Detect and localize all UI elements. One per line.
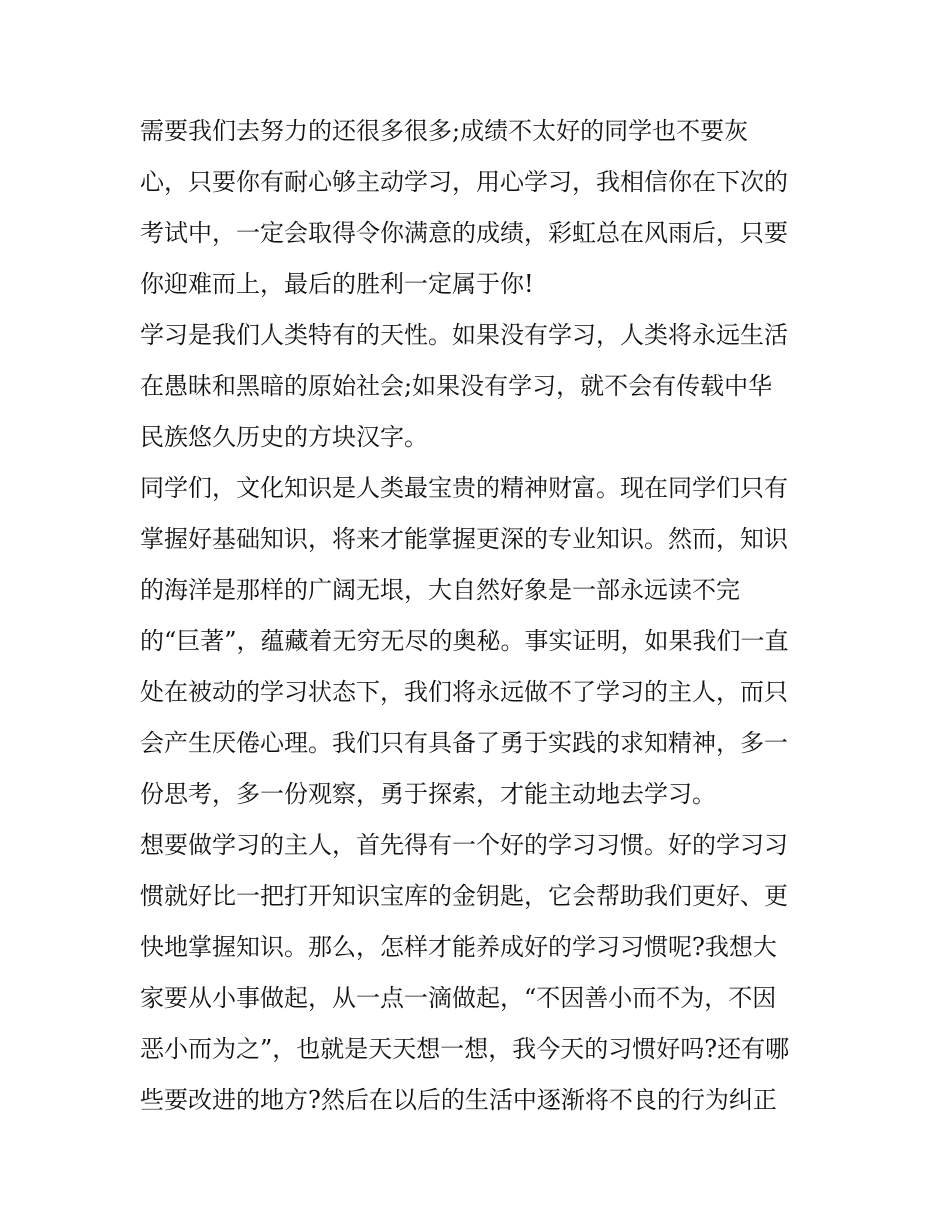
text-line: 学习是我们人类特有的天性。如果没有学习，人类将永远生活: [140, 321, 788, 349]
text-line: 的“巨著”，蕴藏着无穷无尽的奥秘。事实证明，如果我们一直: [140, 627, 789, 655]
text-line: 心，只要你有耐心够主动学习，用心学习，我相信你在下次的: [140, 168, 788, 196]
text-line: 想要做学习的主人，首先得有一个好的学习习惯。好的学习习: [140, 831, 788, 859]
text-line: 惯就好比一把打开知识宝库的金钥匙，它会帮助我们更好、更: [140, 882, 788, 910]
text-line: 你迎难而上，最后的胜利一定属于你!: [140, 270, 534, 298]
text-line: 在愚昧和黑暗的原始社会;如果没有学习，就不会有传载中华: [140, 372, 773, 400]
text-line: 处在被动的学习状态下，我们将永远做不了学习的主人，而只: [140, 678, 788, 706]
text-line: 些要改进的地方?然后在以后的生活中逐渐将不良的行为纠正: [140, 1086, 777, 1114]
text-line: 考试中，一定会取得令你满意的成绩，彩虹总在风雨后，只要: [140, 219, 788, 247]
document-body: [140, 106, 830, 1126]
text-line: 恶小而为之”，也就是天天想一想，我今天的习惯好吗?还有哪: [140, 1035, 790, 1063]
text-line: 快地掌握知识。那么，怎样才能养成好的学习习惯呢?我想大: [140, 933, 777, 961]
text-line: 会产生厌倦心理。我们只有具备了勇于实践的求知精神，多一: [140, 729, 788, 757]
text-line: 掌握好基础知识，将来才能掌握更深的专业知识。然而，知识: [140, 525, 788, 553]
text-line: 同学们，文化知识是人类最宝贵的精神财富。现在同学们只有: [140, 474, 788, 502]
text-line: 份思考，多一份观察，勇于探索，才能主动地去学习。: [140, 780, 716, 808]
text-line: 民族悠久历史的方块汉字。: [140, 423, 428, 451]
text-line: 需要我们去努力的还很多很多;成绩不太好的同学也不要灰: [140, 117, 749, 145]
text-line: 家要从小事做起，从一点一滴做起，“不因善小而不为，不因: [140, 984, 777, 1012]
text-line: 的海洋是那样的广阔无垠，大自然好象是一部永远读不完: [140, 576, 740, 604]
